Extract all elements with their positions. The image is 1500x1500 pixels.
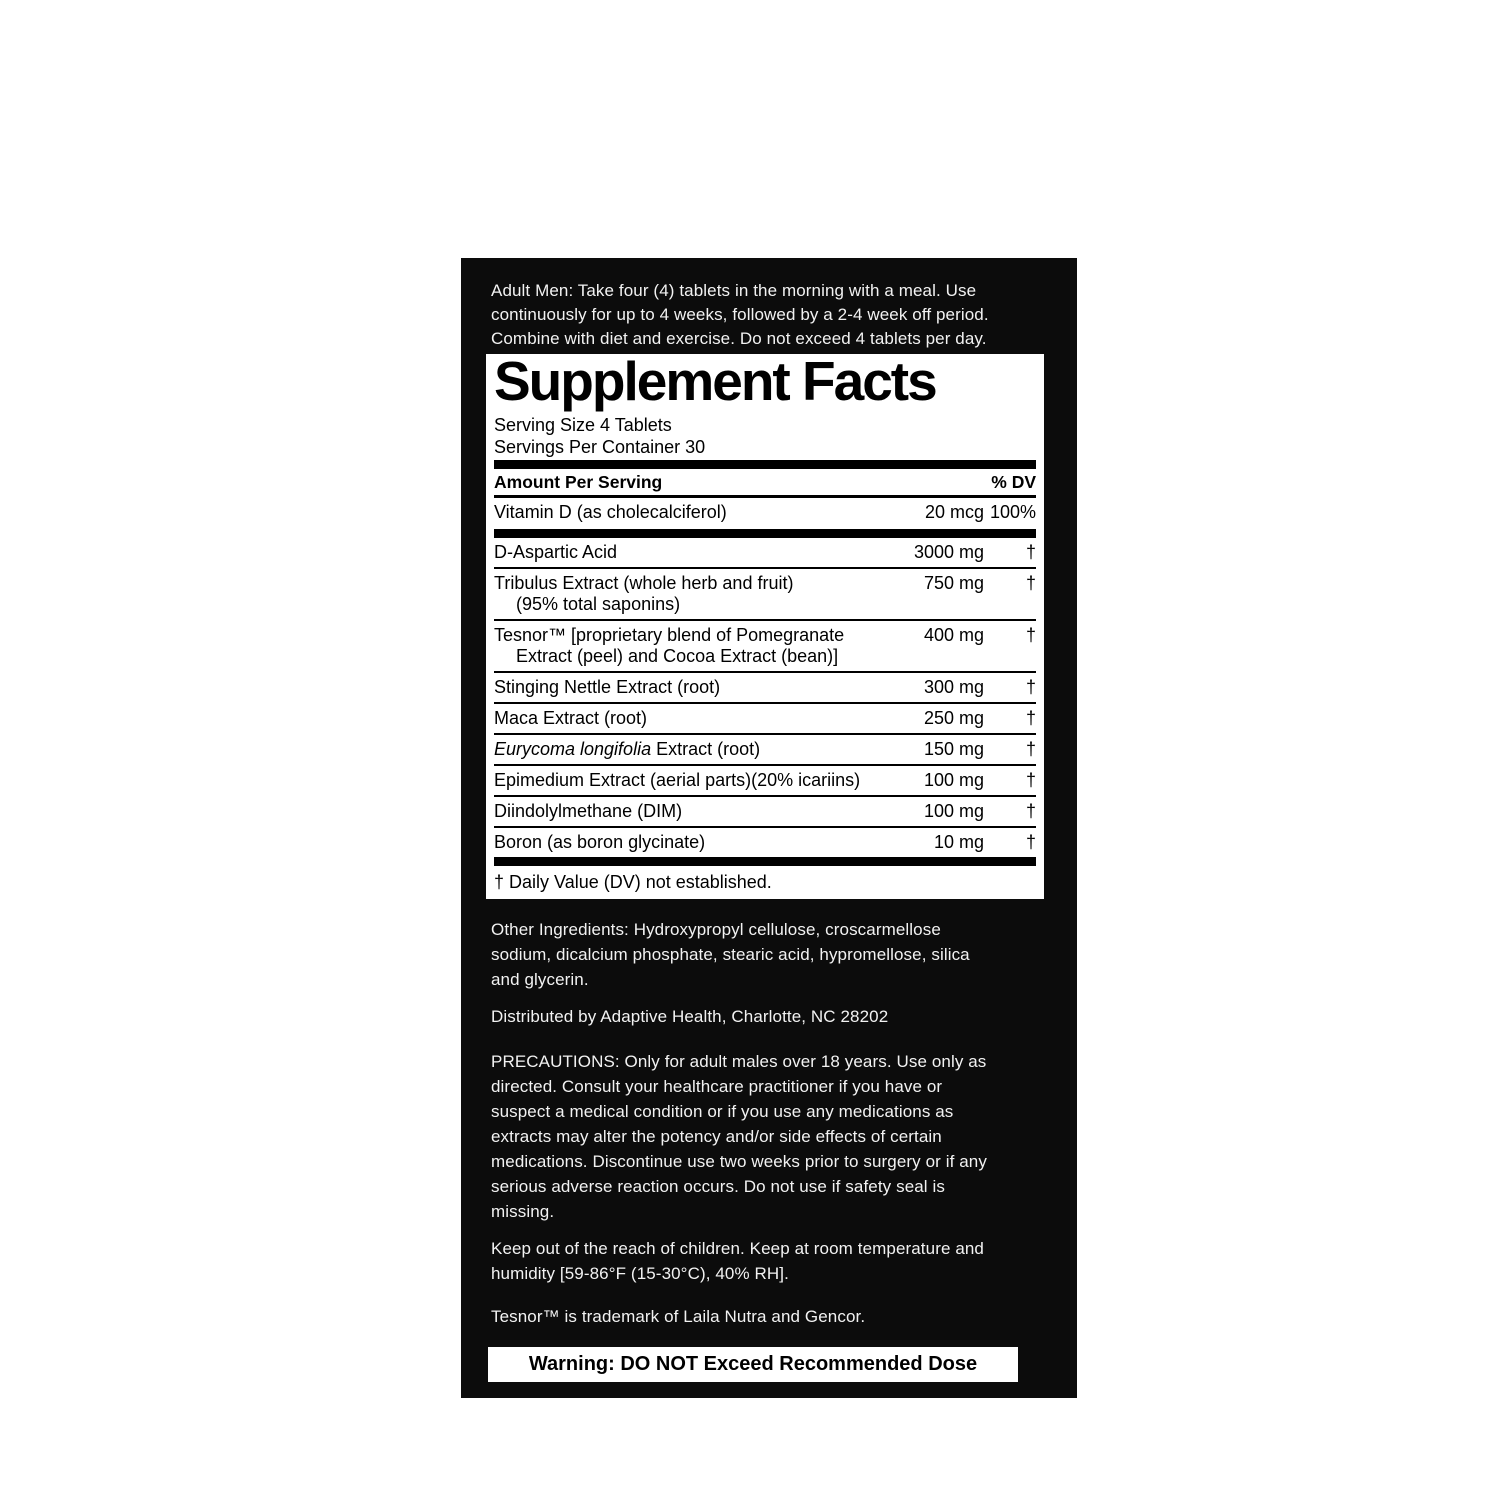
other-ingredients-line: Other Ingredients: Hydroxypropyl cellulose, croscarmellose: [491, 920, 941, 939]
row-name: Diindolylmethane (DIM): [494, 801, 683, 821]
table-row: [494, 797, 1036, 826]
row-dv: †: [1025, 542, 1036, 562]
row-dv: †: [1025, 573, 1036, 593]
row-name: Tribulus Extract (whole herb and fruit): [494, 573, 794, 593]
row-dv: †: [1025, 801, 1036, 821]
table-row: [494, 704, 1036, 733]
serving-size: Serving Size 4 Tablets: [494, 415, 672, 435]
supplement-label-panel: [461, 258, 1077, 1398]
precautions-line: PRECAUTIONS: Only for adult males over 18 years. Use only as: [491, 1052, 987, 1071]
precautions-text: [486, 1049, 1048, 1224]
directions-line: Adult Men: Take four (4) tablets in the morning with a meal. Use: [491, 281, 977, 300]
table-row: [494, 621, 1036, 671]
row-amount: 300 mg: [923, 677, 984, 697]
table-row: [494, 498, 1036, 527]
table-row: [494, 735, 1036, 764]
row-dv: †: [1025, 832, 1036, 852]
row-name: Maca Extract (root): [494, 708, 648, 728]
directions-text: [486, 279, 1048, 351]
row-dv: †: [1025, 677, 1036, 697]
row-name-line2: (95% total saponins): [516, 594, 681, 614]
storage-line: humidity [59-86°F (15-30°C), 40% RH].: [491, 1264, 789, 1283]
divider-thick: [494, 529, 1036, 538]
row-amount: 100 mg: [923, 801, 984, 821]
distributor-text: [486, 1004, 1048, 1029]
warning-banner: [488, 1347, 1018, 1382]
row-name: Vitamin D (as cholecalciferol): [494, 502, 727, 522]
divider-thick: [494, 460, 1036, 469]
supplement-facts-title: Supplement Facts: [494, 350, 936, 412]
supplement-facts-box: [486, 350, 1044, 899]
other-ingredients-line: sodium, dicalcium phosphate, stearic acid, hypromellose, silica: [491, 945, 970, 964]
row-name: Extract (root): [651, 739, 761, 759]
row-name: Epimedium Extract (aerial parts)(20% icariins): [494, 770, 861, 790]
row-name-italic: Eurycoma longifolia: [494, 739, 652, 759]
row-amount: 20 mcg: [924, 502, 984, 522]
storage-line: Keep out of the reach of children. Keep at room temperature and: [491, 1239, 984, 1258]
other-ingredients-line: and glycerin.: [491, 970, 589, 989]
trademark-line: Tesnor™ is trademark of Laila Nutra and Gencor.: [491, 1307, 866, 1326]
row-dv: †: [1025, 770, 1036, 790]
table-row: [494, 828, 1036, 857]
table-row: [494, 538, 1036, 567]
row-amount: 250 mg: [923, 708, 984, 728]
row-dv: †: [1025, 708, 1036, 728]
row-dv: 100%: [989, 502, 1036, 522]
row-name-line2: Extract (peel) and Cocoa Extract (bean)]: [516, 646, 839, 666]
row-name: Tesnor™ [proprietary blend of Pomegranate: [494, 625, 845, 645]
precautions-line: extracts may alter the potency and/or side effects of certain: [491, 1127, 942, 1146]
storage-text: [486, 1236, 1048, 1286]
row-amount: 3000 mg: [913, 542, 984, 562]
row-amount: 150 mg: [923, 739, 984, 759]
daily-value-footnote: † Daily Value (DV) not established.: [494, 872, 772, 892]
facts-header-row: [494, 469, 1036, 495]
dv-header: % DV: [991, 472, 1036, 492]
table-row: [494, 569, 1036, 619]
precautions-line: directed. Consult your healthcare practitioner if you have or: [491, 1077, 943, 1096]
directions-line: Combine with diet and exercise. Do not exceed 4 tablets per day.: [491, 329, 987, 348]
directions-line: continuously for up to 4 weeks, followed by a 2-4 week off period.: [491, 305, 989, 324]
precautions-line: missing.: [491, 1202, 555, 1221]
distributor-line: Distributed by Adaptive Health, Charlotte, NC 28202: [491, 1007, 889, 1026]
warning-text: Warning: DO NOT Exceed Recommended Dose: [528, 1353, 978, 1375]
row-amount: 750 mg: [923, 573, 984, 593]
row-name: Stinging Nettle Extract (root): [494, 677, 721, 697]
amount-per-serving-header: Amount Per Serving: [494, 472, 663, 492]
divider-thick: [494, 857, 1036, 866]
precautions-line: suspect a medical condition or if you use any medications as: [491, 1102, 954, 1121]
row-dv: †: [1025, 739, 1036, 759]
other-ingredients-text: [486, 917, 1048, 992]
table-row: [494, 673, 1036, 702]
servings-per-container: Servings Per Container 30: [494, 437, 706, 457]
row-name: Boron (as boron glycinate): [494, 832, 706, 852]
trademark-text: [486, 1304, 1048, 1329]
row-dv: †: [1025, 625, 1036, 645]
precautions-line: serious adverse reaction occurs. Do not use if safety seal is: [491, 1177, 945, 1196]
precautions-line: medications. Discontinue use two weeks prior to surgery or if any: [491, 1152, 987, 1171]
row-amount: 10 mg: [933, 832, 984, 852]
table-row: [494, 766, 1036, 795]
row-amount: 400 mg: [923, 625, 984, 645]
row-name: D-Aspartic Acid: [494, 542, 618, 562]
row-amount: 100 mg: [923, 770, 984, 790]
